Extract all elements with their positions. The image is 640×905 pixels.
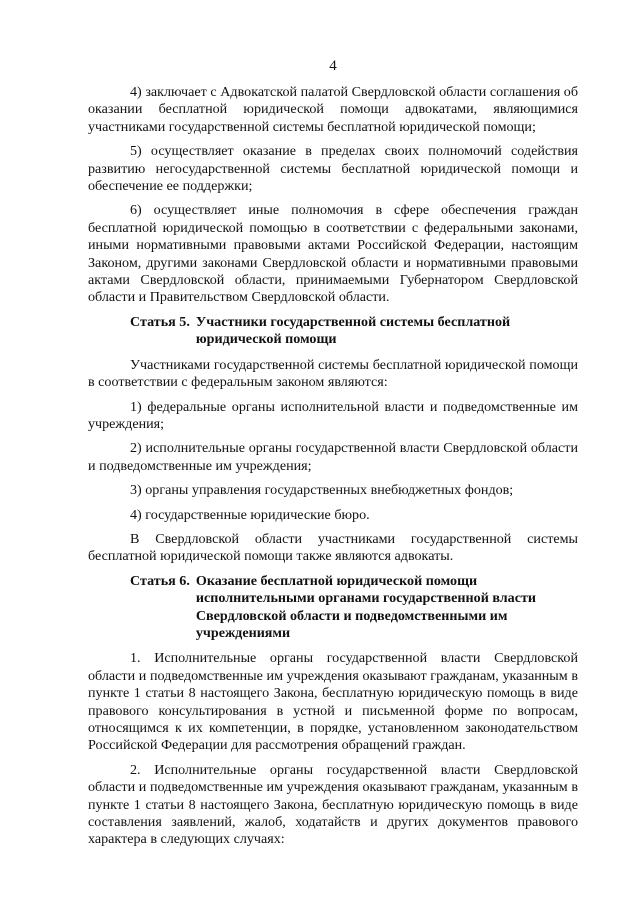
article-title: Оказание бесплатной юридической помощи исполнительными органами государственной власти Свердловской области и подведомственными им учреждениями [195, 572, 537, 641]
article-heading [88, 314, 578, 349]
article-title: Участники государственной системы бесплатной юридической помощи [195, 313, 511, 348]
paragraph: Участниками государственной системы бесплатной юридической помощи в соответствии с федеральным законом являются: [88, 356, 578, 391]
paragraph: 2) исполнительные органы государственной власти Свердловской области и подведомственные им учреждения; [88, 440, 578, 474]
paragraph: 4) заключает с Адвокатской палатой Свердловской области соглашения об оказании бесплатной юридической помощи адвокатами, являющимися участниками государственной системы бесплатной юридической помощи; [88, 84, 578, 135]
paragraph: 6) осуществляет иные полномочия в сфере обеспечения граждан бесплатной юридической помощью в соответствии с федеральными законами, иными нормативными правовыми актами Российской Федерации, настоящим Законом, другими законами Свердловской области и нормативными правовыми актами Свердловской области, принимаемыми Губернатором Свердловской области и Правительством Свердловской области. [88, 202, 578, 306]
article-number: Статья 5. [130, 313, 190, 330]
paragraph: 2. Исполнительные органы государственной власти Свердловской области и подведомственные им учреждения оказывают гражданам, указанным в пункте 1 статьи 8 настоящего Закона, бесплатную юридическую помощь в виде составления заявлений, жалоб, ходатайств и других документов правового характера в следующих случаях: [88, 761, 578, 848]
paragraph: 3) органы управления государственных внебюджетных фондов; [130, 482, 514, 499]
paragraph: 1. Исполнительные органы государственной власти Свердловской области и подведомственные им учреждения оказывают гражданам, указанным в пункте 1 статьи 8 настоящего Закона, бесплатную юридическую помощь в виде правового консультирования в устной и письменной форме по вопросам, относящимся к их компетенции, в порядке, установленном законодательством Российской Федерации для рассмотрения обращений граждан. [88, 650, 578, 754]
article-heading [88, 573, 578, 643]
paragraph: 1) федеральные органы исполнительной власти и подведомственные им учреждения; [88, 398, 578, 432]
paragraph: 5) осуществляет оказание в пределах своих полномочий содействия развитию негосударственной системы бесплатной юридической помощи и обеспечение ее поддержки; [88, 143, 578, 195]
paragraph: В Свердловской области участниками государственной системы бесплатной юридической помощи также являются адвокаты. [88, 530, 578, 565]
article-number: Статья 6. [130, 572, 190, 589]
document-body [88, 84, 578, 849]
page-number: 4 [329, 58, 337, 74]
paragraph: 4) государственные юридические бюро. [130, 506, 370, 523]
